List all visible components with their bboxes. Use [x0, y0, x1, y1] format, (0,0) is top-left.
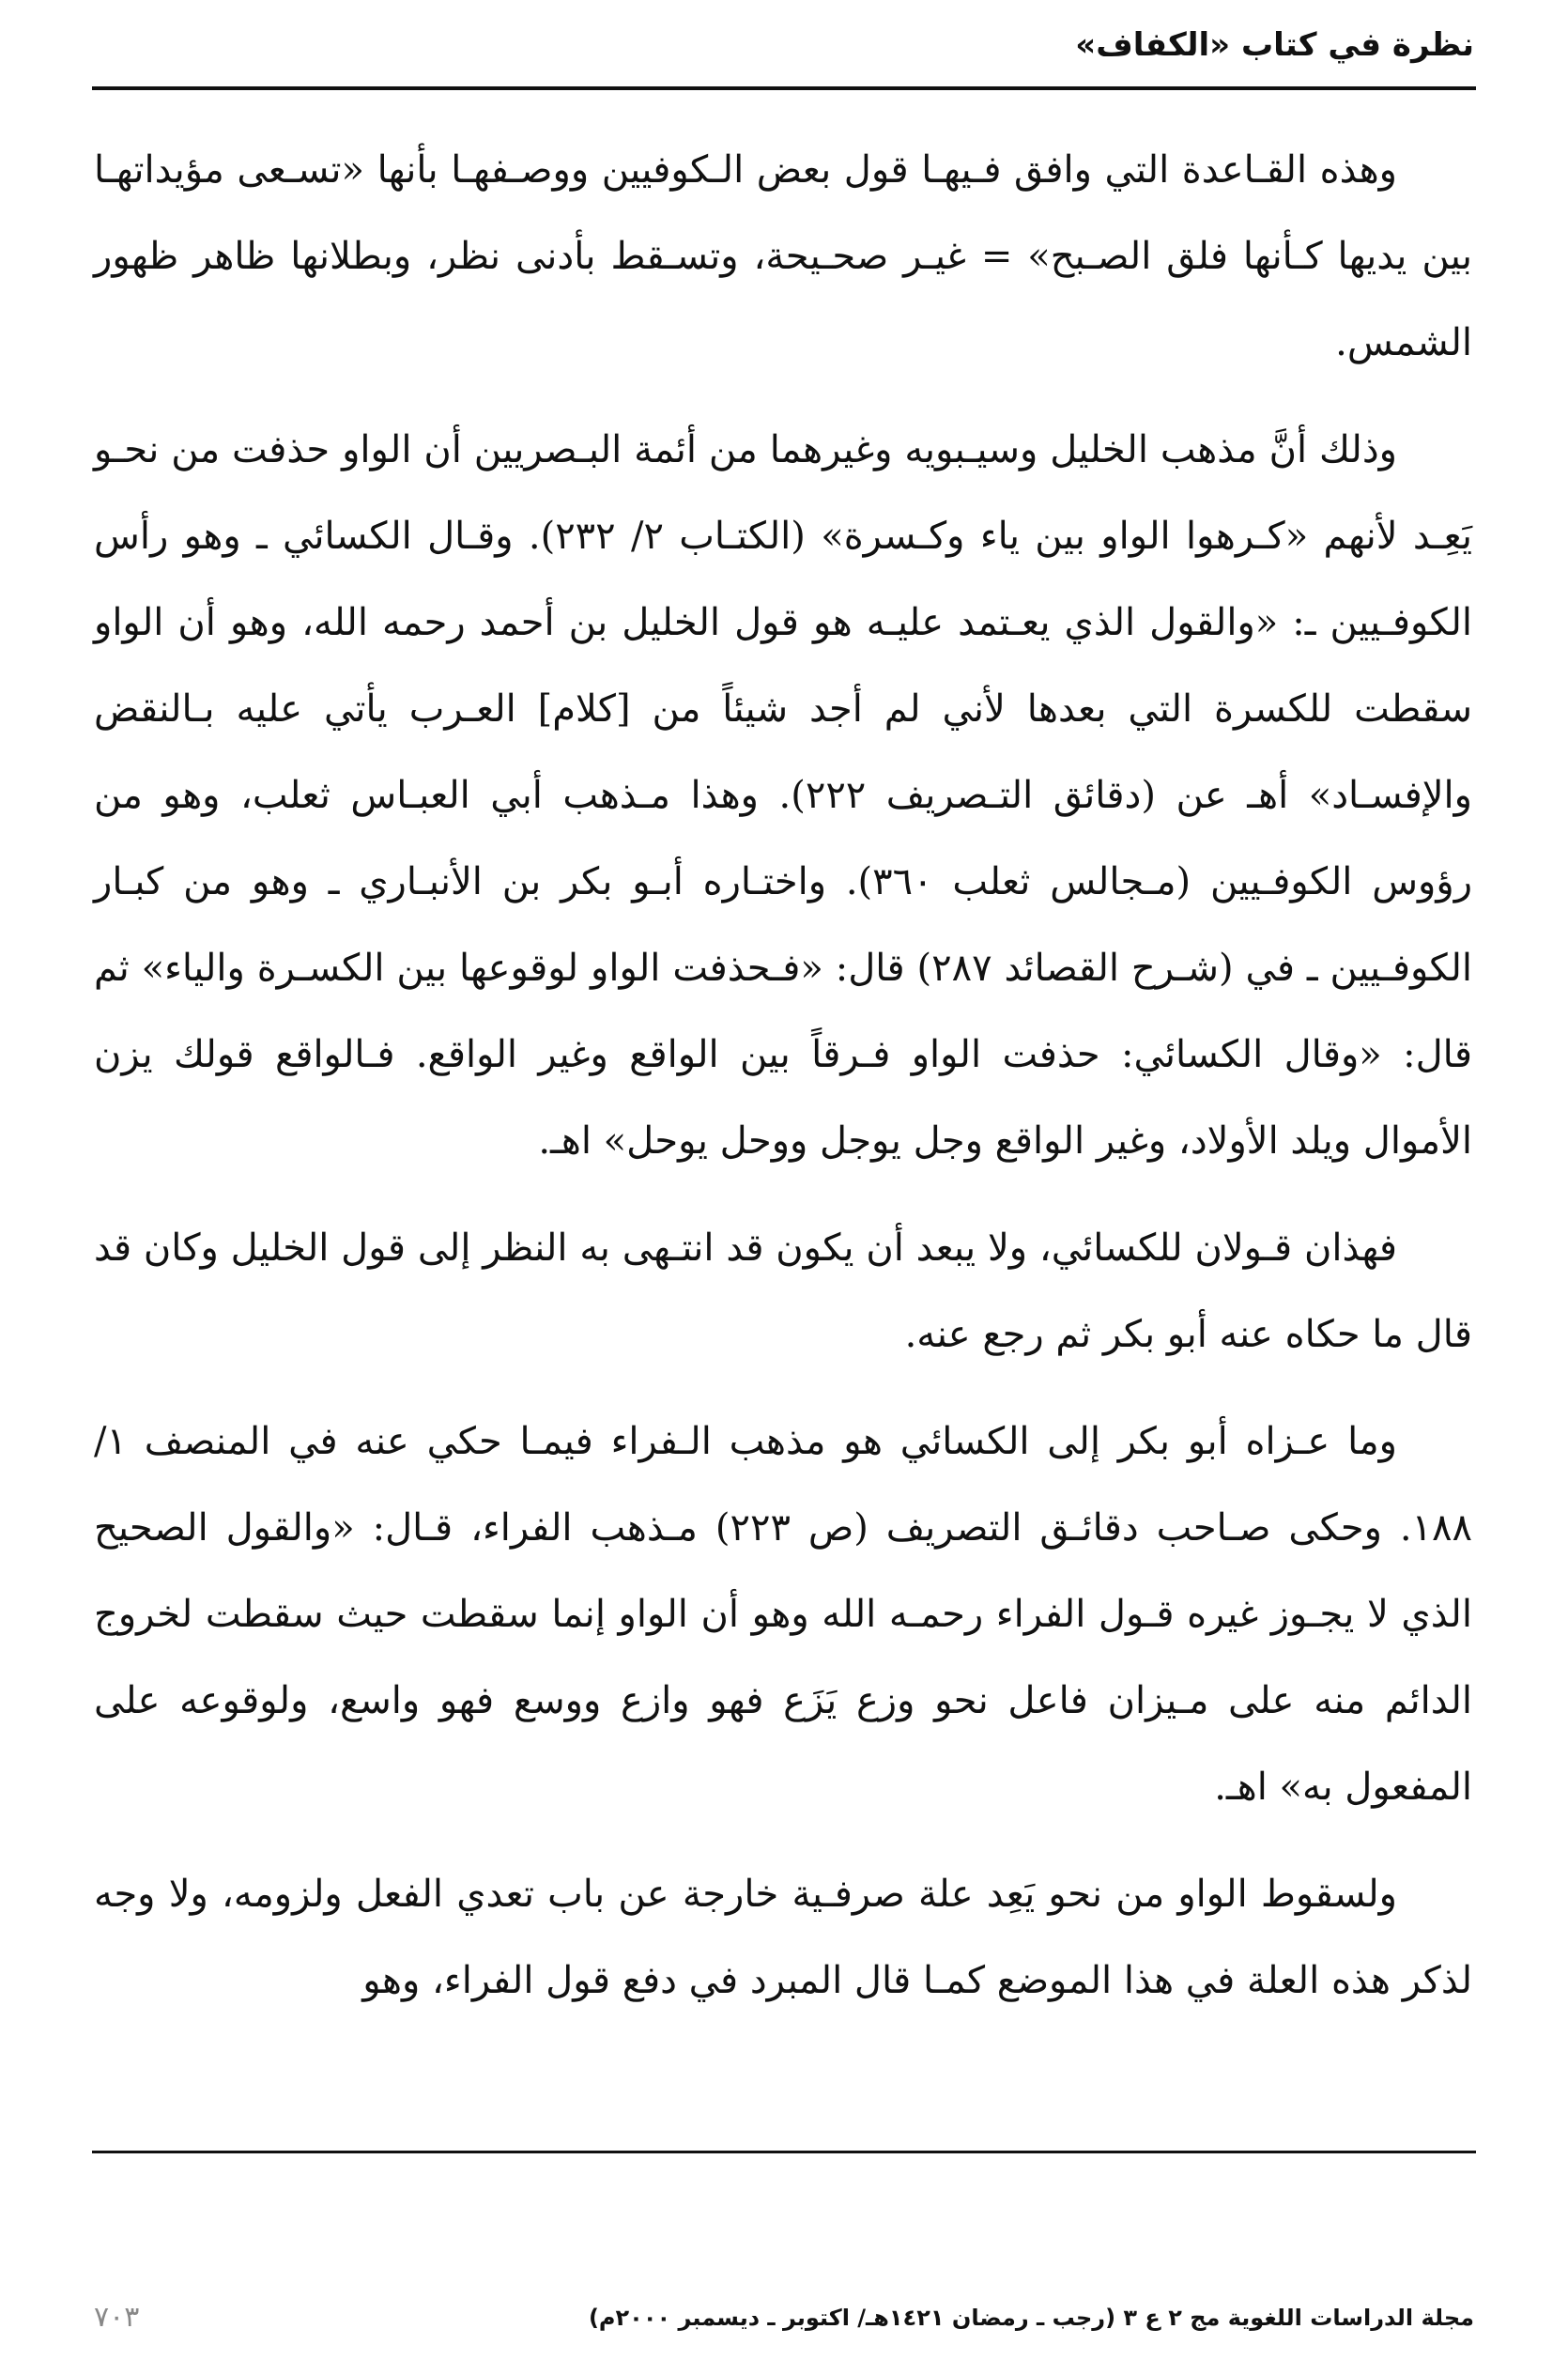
footer-divider — [92, 2151, 1476, 2153]
paragraph-5: ولسقوط الواو من نحو يَعِد علة صرفـية خارجة عن باب تعدي الفعل ولزومه، ولا وجه لذكر هذه العلة في هذا الموضع كمـا قال المبرد في دفع قول الفراء، وهو — [94, 1873, 1472, 2002]
paragraph-2: وذلك أنَّ مذهب الخليل وسيـبويه وغيرهما من أئمة البـصريين أن الواو حذفت من نحـو يَعِـد لأنهم «كـرهوا الواو بين ياء وكـسرة» (الكتـاب ٢/ ٢٣٢). وقـال الكسائي ـ وهو رأس الكوفـيين ـ: «والقول الذي يعـتمد عليـه هو قول الخليل بن أحمد رحمه الله، وهو أن الواو سقطت للكسرة التي بعدها لأني لم أجد شيئاً من [كلام] العـرب يأتي عليه بـالنقض والإفسـاد» أهـ عن (دقائق التـصريف ٢٢٢). وهذا مـذهب أبي العبـاس ثعلب، وهو من رؤوس الكوفـيين (مـجالس ثعلب ٣٦٠). واختـاره أبـو بكر بن الأنبـاري ـ وهو من كبـار الكوفـيين ـ في (شـرح القصائد ٢٨٧) قال: «فـحذفت الواو لوقوعها بين الكسـرة والياء» ثم قال: «وقال الكسائي: حذفت الواو فـرقاً بين الواقع وغير الواقع. فـالواقع قولك يزن الأموال ويلد الأولاد، وغير الواقع وجل يوجل ووحل يوحل» اهـ. — [94, 428, 1473, 1163]
paragraph-3: فهذان قـولان للكسائي، ولا يبعد أن يكون قد انتـهى به النظر إلى قول الخليل وكان قد قال ما حكاه عنه أبو بكر ثم رجع عنه. — [94, 1226, 1472, 1356]
page-number: ٧٠٣ — [94, 2301, 140, 2334]
page-footer — [94, 2301, 1474, 2334]
paragraph-4: وما عـزاه أبو بكر إلى الكسائي هو مذهب الـفراء فيمـا حكي عنه في المنصف ١/ ١٨٨. وحكى صـاحب دقائـق التصريف (ص ٢٢٣) مـذهب الفراء، قـال: «والقول الصحيح الذي لا يجـوز غيره قـول الفراء رحمـه الله وهو أن الواو إنما سقطت حيث سقطت لخروج الدائم منه على مـيزان فاعل نحو وزع يَزَع فهو وازع ووسع فهو واسع، ولوقوعه على المفعول به» اهـ. — [94, 1420, 1472, 1809]
paragraph-1: وهذه القـاعدة التي وافق فـيهـا قول بعض الـكوفيين ووصـفهـا بأنها «تسـعى مؤيداتهـا بين يديها كـأنها فلق الصـبح» = غيـر صحـيحة، وتسـقط بأدنى نظر، وبطلانها ظاهر ظهور الشمس. — [94, 148, 1472, 364]
journal-citation: مجلة الدراسات اللغوية مج ٢ ع ٣ (رجب ـ رمضان ١٤٢١هـ/ اكتوبر ـ ديسمبر ٢٠٠٠م) — [588, 2304, 1474, 2331]
header-divider — [92, 86, 1476, 90]
body-text — [94, 127, 1472, 2024]
running-header-title: نظرة في كتاب «الكفاف» — [1075, 26, 1474, 64]
